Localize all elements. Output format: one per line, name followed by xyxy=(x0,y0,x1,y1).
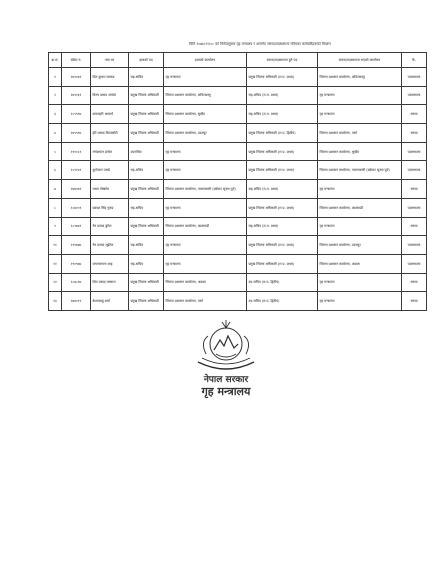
cell-sn: ५ xyxy=(49,142,62,161)
col-header-post: हालको पद xyxy=(129,53,164,68)
cell-sn: ४ xyxy=(49,124,62,143)
cell-name: गणेशमान डंगोल xyxy=(91,142,129,161)
cell-code: १८७८९७ xyxy=(62,273,91,292)
cell-sn: ६ xyxy=(49,161,62,180)
cell-remark: सरुवा xyxy=(402,292,427,311)
cell-remark: पदस्थापना xyxy=(402,68,427,87)
cell-new-post: प्रमुख जिल्ला अधिकारी (रा.प. प्रथम) xyxy=(247,68,318,87)
cell-sn: १२ xyxy=(49,273,62,292)
cell-remark: सरुवा xyxy=(402,217,427,236)
cell-code: १७७९७१ xyxy=(62,180,91,199)
table-row xyxy=(49,236,427,255)
cell-remark: सरुवा xyxy=(402,180,427,199)
table-row xyxy=(49,254,427,273)
cell-office: जिल्ला प्रशासन कार्यालय, पर्सा xyxy=(164,292,247,311)
table-row xyxy=(49,180,427,199)
seal-line-2: गृह मन्त्रालय xyxy=(201,385,251,398)
cell-code: १७९१६१ xyxy=(62,86,91,105)
government-seal-icon xyxy=(186,318,266,378)
cell-name: विनय प्रसाद अर्याल xyxy=(91,86,129,105)
cell-code: १८७००१ xyxy=(62,198,91,217)
cell-code: १८९९९७ xyxy=(62,105,91,124)
cell-code: १९०९७७ xyxy=(62,254,91,273)
cell-new-post: सह-सचिव (रा.प. प्रथम) xyxy=(247,105,318,124)
table-row xyxy=(49,161,427,180)
table-row xyxy=(49,198,427,217)
cell-sn: ११ xyxy=(49,254,62,273)
cell-code: १९१७७७ xyxy=(62,236,91,255)
cell-post: प्रमुख जिल्ला अधिकारी xyxy=(129,86,164,105)
table-row xyxy=(49,86,427,105)
cell-new-office: गृह मन्त्रालय xyxy=(318,105,402,124)
table-row xyxy=(49,68,427,87)
cell-post: प्रमुख जिल्ला अधिकारी xyxy=(129,180,164,199)
cell-post: सह-सचिव xyxy=(129,254,164,273)
cell-remark: सरुवा xyxy=(402,105,427,124)
cell-remark: पदस्थापना xyxy=(402,161,427,180)
cell-code: १७७०१९ xyxy=(62,292,91,311)
cell-remark: सरुवा xyxy=(402,273,427,292)
col-header-name: नाम थर xyxy=(91,53,129,68)
cell-new-post: प्रमुख जिल्ला अधिकारी (रा.प. प्रथम) xyxy=(247,161,318,180)
cell-name: केशरबाबु शर्मा xyxy=(91,292,129,311)
cell-new-office: जिल्ला प्रशासन कार्यालय, पर्सा xyxy=(318,124,402,143)
cell-new-office: जिल्ला प्रशासन कार्यालय, उदयपुर xyxy=(318,236,402,255)
col-header-remark: कै. xyxy=(402,53,427,68)
cell-new-office: जिल्ला प्रशासन कार्यालय, कपिलवस्तु xyxy=(318,68,402,87)
cell-sn: ८ xyxy=(49,198,62,217)
cell-office: जिल्ला प्रशासन कार्यालय, नवलपरासी (बर्दघाट सुस्ता पूर्व) xyxy=(164,180,247,199)
cell-new-office: जिल्ला प्रशासन कार्यालय, नवलपरासी (बर्दघाट सुस्ता पूर्व) xyxy=(318,161,402,180)
cell-post: सह-सचिव xyxy=(129,198,164,217)
cell-sn: ७ xyxy=(49,180,62,199)
cell-sn: १ xyxy=(49,68,62,87)
cell-name: दुर्गालाल पाण्डे xyxy=(91,161,129,180)
document-heading: मिति २०७६।११।०८ को निर्णयानुसार गृह मन्त्रालय र अन्तर्गत सरुवा/पदस्थापना गरिएका कर्मचारीहरूको विवरण xyxy=(189,42,331,46)
col-header-office: हालको कार्यालय xyxy=(164,53,247,68)
cell-new-post: सह-सचिव (रा.प. प्रथम) xyxy=(247,217,318,236)
transfer-table xyxy=(48,52,427,311)
table-body xyxy=(49,68,427,311)
cell-post: उपसचिव xyxy=(129,142,164,161)
cell-office: गृह मन्त्रालय xyxy=(164,254,247,273)
col-header-code: संकेत नं. xyxy=(62,53,91,68)
cell-remark: पदस्थापना xyxy=(402,86,427,105)
table-row xyxy=(49,217,427,236)
cell-remark: पदस्थापना xyxy=(402,142,427,161)
cell-new-office: गृह मन्त्रालय xyxy=(318,180,402,199)
cell-new-office: जिल्ला प्रशासन कार्यालय, अछाम xyxy=(318,254,402,273)
cell-name: कमलहरि आचार्य xyxy=(91,105,129,124)
cell-code: १७९०७१ xyxy=(62,68,91,87)
cell-office: जिल्ला प्रशासन कार्यालय, सुर्खेत xyxy=(164,105,247,124)
cell-code: १८९७७१ xyxy=(62,217,91,236)
seal-line-1: नेपाल सरकार xyxy=(203,375,249,385)
cell-new-post: प्रमुख जिल्ला अधिकारी (रा.प. प्रथम) xyxy=(247,198,318,217)
cell-name: प्रकाश सिंह गुरुङ xyxy=(91,198,129,217)
table-header-row xyxy=(49,53,427,68)
cell-name: गेन प्रसाद लुईटेल xyxy=(91,236,129,255)
cell-name: गेन प्रसाद ढुंगेल xyxy=(91,217,129,236)
cell-sn: ९ xyxy=(49,217,62,236)
cell-office: गृह मन्त्रालय xyxy=(164,142,247,161)
cell-name: दिल कुमार तामाङ xyxy=(91,68,129,87)
cell-new-office: गृह मन्त्रालय xyxy=(318,273,402,292)
cell-new-post: प्रमुख जिल्ला अधिकारी (रा.प. द्वितीय) xyxy=(247,124,318,143)
cell-new-post: उप-सचिव (रा.प. द्वितीय) xyxy=(247,292,318,311)
cell-new-office: गृह मन्त्रालय xyxy=(318,292,402,311)
cell-remark: पदस्थापना xyxy=(402,198,427,217)
cell-office: गृह मन्त्रालय xyxy=(164,236,247,255)
cell-post: सह-सचिव xyxy=(129,161,164,180)
cell-name: हरि प्रसाद शिवाकोटी xyxy=(91,124,129,143)
cell-office: जिल्ला प्रशासन कार्यालय, काठमाडौं xyxy=(164,217,247,236)
col-header-new-post: सरुवा/पदस्थापना हुने पद xyxy=(247,53,318,68)
cell-post: प्रमुख जिल्ला अधिकारी xyxy=(129,105,164,124)
cell-office: जिल्ला प्रशासन कार्यालय, कपिलवस्तु xyxy=(164,86,247,105)
cell-sn: १० xyxy=(49,236,62,255)
cell-code: १९००८९ xyxy=(62,142,91,161)
cell-new-office: गृह मन्त्रालय xyxy=(318,217,402,236)
cell-code: १७९९९७ xyxy=(62,124,91,143)
cell-sn: ३ xyxy=(49,105,62,124)
cell-new-post: सह-सचिव (रा.प. प्रथम) xyxy=(247,86,318,105)
cell-post: प्रमुख जिल्ला अधिकारी xyxy=(129,292,164,311)
cell-remark: पदस्थापना xyxy=(402,254,427,273)
cell-sn: १३ xyxy=(49,292,62,311)
table-row xyxy=(49,273,427,292)
cell-code: १८९१४१ xyxy=(62,161,91,180)
col-header-new-office: सरुवा/पदस्थापना भएको कार्यालय xyxy=(318,53,402,68)
cell-new-post: प्रमुख जिल्ला अधिकारी (रा.प. प्रथम) xyxy=(247,142,318,161)
table-row xyxy=(49,292,427,311)
cell-office: गृह मन्त्रालय xyxy=(164,198,247,217)
cell-new-office: गृह मन्त्रालय xyxy=(318,86,402,105)
cell-remark: सरुवा xyxy=(402,124,427,143)
cell-new-post: प्रमुख जिल्ला अधिकारी (रा.प. प्रथम) xyxy=(247,254,318,273)
cell-post: प्रमुख जिल्ला अधिकारी xyxy=(129,273,164,292)
cell-office: जिल्ला प्रशासन कार्यालय, अछाम xyxy=(164,273,247,292)
cell-office: गृह मन्त्रालय xyxy=(164,68,247,87)
cell-new-post: प्रमुख जिल्ला अधिकारी (रा.प. प्रथम) xyxy=(247,236,318,255)
col-header-sn: क्र.सं. xyxy=(49,53,62,68)
cell-post: सह-सचिव xyxy=(129,68,164,87)
cell-name: शिव प्रसाद लम्साल xyxy=(91,273,129,292)
cell-new-office: जिल्ला प्रशासन कार्यालय, काठमाडौं xyxy=(318,198,402,217)
table-row xyxy=(49,142,427,161)
table-row xyxy=(49,124,427,143)
cell-post: सह-सचिव xyxy=(129,236,164,255)
cell-office: जिल्ला प्रशासन कार्यालय, उदयपुर xyxy=(164,124,247,143)
cell-post: प्रमुख जिल्ला अधिकारी xyxy=(129,217,164,236)
cell-sn: २ xyxy=(49,86,62,105)
cell-remark: पदस्थापना xyxy=(402,236,427,255)
cell-name: राधव पोखरेल xyxy=(91,180,129,199)
cell-name: जयनारायण शाह xyxy=(91,254,129,273)
cell-new-office: जिल्ला प्रशासन कार्यालय, सुर्खेत xyxy=(318,142,402,161)
table-row xyxy=(49,105,427,124)
cell-new-post: सह-सचिव (रा.प. प्रथम) xyxy=(247,180,318,199)
cell-new-post: उप-सचिव (रा.प. द्वितीय) xyxy=(247,273,318,292)
cell-office: गृह मन्त्रालय xyxy=(164,161,247,180)
cell-post: प्रमुख जिल्ला अधिकारी xyxy=(129,124,164,143)
